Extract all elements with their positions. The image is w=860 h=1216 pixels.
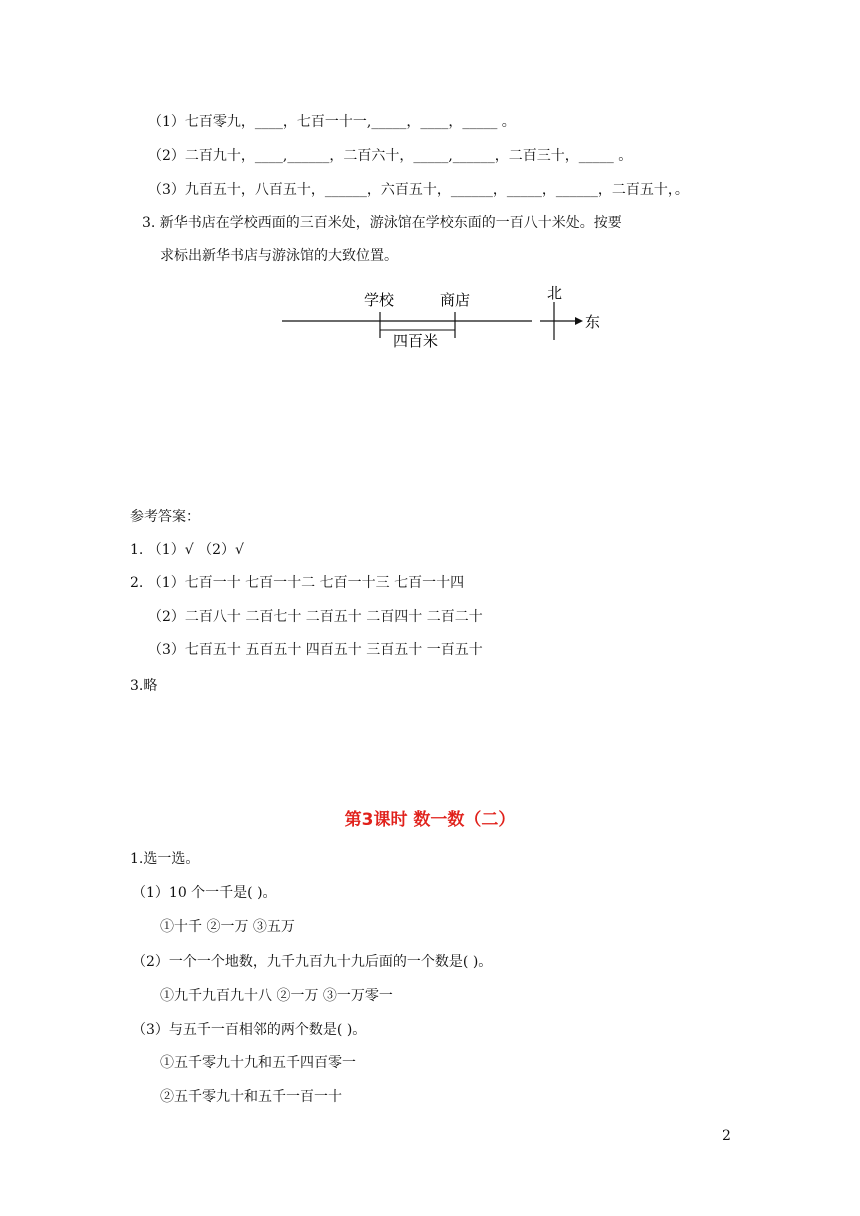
- fill-line-2: （2）二百九十，____,______，二百六十，_____,______，二百三十，_____ 。: [148, 148, 633, 164]
- choice-option-3b: ②五千零九十和五千一百一十: [160, 1089, 342, 1105]
- answer-1: 1. （1）√ （2）√: [130, 542, 244, 558]
- fill-line-3: （3）九百五十，八百五十，______，六百五十，______，_____，______，二百五十，。: [148, 182, 689, 198]
- east-label: 东: [585, 313, 601, 331]
- store-label: 商店: [440, 291, 471, 309]
- choice-question-2: （2）一个一个地数，九千九百九十九后面的一个数是( )。: [132, 954, 493, 970]
- distance-label: 四百米: [393, 332, 439, 350]
- choice-question-1: （1）10 个一千是( )。: [132, 885, 277, 901]
- choice-heading: 1.选一选。: [130, 851, 200, 867]
- school-label: 学校: [364, 291, 395, 309]
- answer-2-2: （2）二百八十 二百七十 二百五十 二百四十 二百二十: [148, 609, 483, 625]
- answer-2-1: 2. （1）七百一十 七百一十二 七百一十三 七百一十四: [130, 575, 465, 591]
- question-3-line-2: 求标出新华书店与游泳馆的大致位置。: [160, 248, 398, 264]
- answer-2-3: （3）七百五十 五百五十 四百五十 三百五十 一百五十: [148, 642, 483, 658]
- choice-options-2: ①九千九百九十八 ②一万 ③一万零一: [160, 988, 393, 1004]
- answer-3: 3.略: [130, 678, 158, 694]
- choice-question-3: （3）与五千一百相邻的两个数是( )。: [132, 1022, 367, 1038]
- choice-options-1: ①十千 ②一万 ③五万: [160, 919, 295, 935]
- question-3-line-1: 3. 新华书店在学校西面的三百米处，游泳馆在学校东面的一百八十米处。按要: [142, 215, 622, 231]
- lesson-title: 第3课时 数一数（二）: [344, 810, 516, 830]
- position-diagram: [0, 280, 860, 360]
- north-label: 北: [547, 284, 563, 302]
- compass-arrow-icon: [575, 317, 583, 325]
- page-number: 2: [722, 1128, 731, 1144]
- choice-option-3a: ①五千零九十九和五千四百零一: [160, 1055, 356, 1071]
- answers-heading: 参考答案：: [130, 509, 200, 525]
- fill-line-1: （1）七百零九，____，七百一十一,_____，____，_____ 。: [148, 114, 516, 130]
